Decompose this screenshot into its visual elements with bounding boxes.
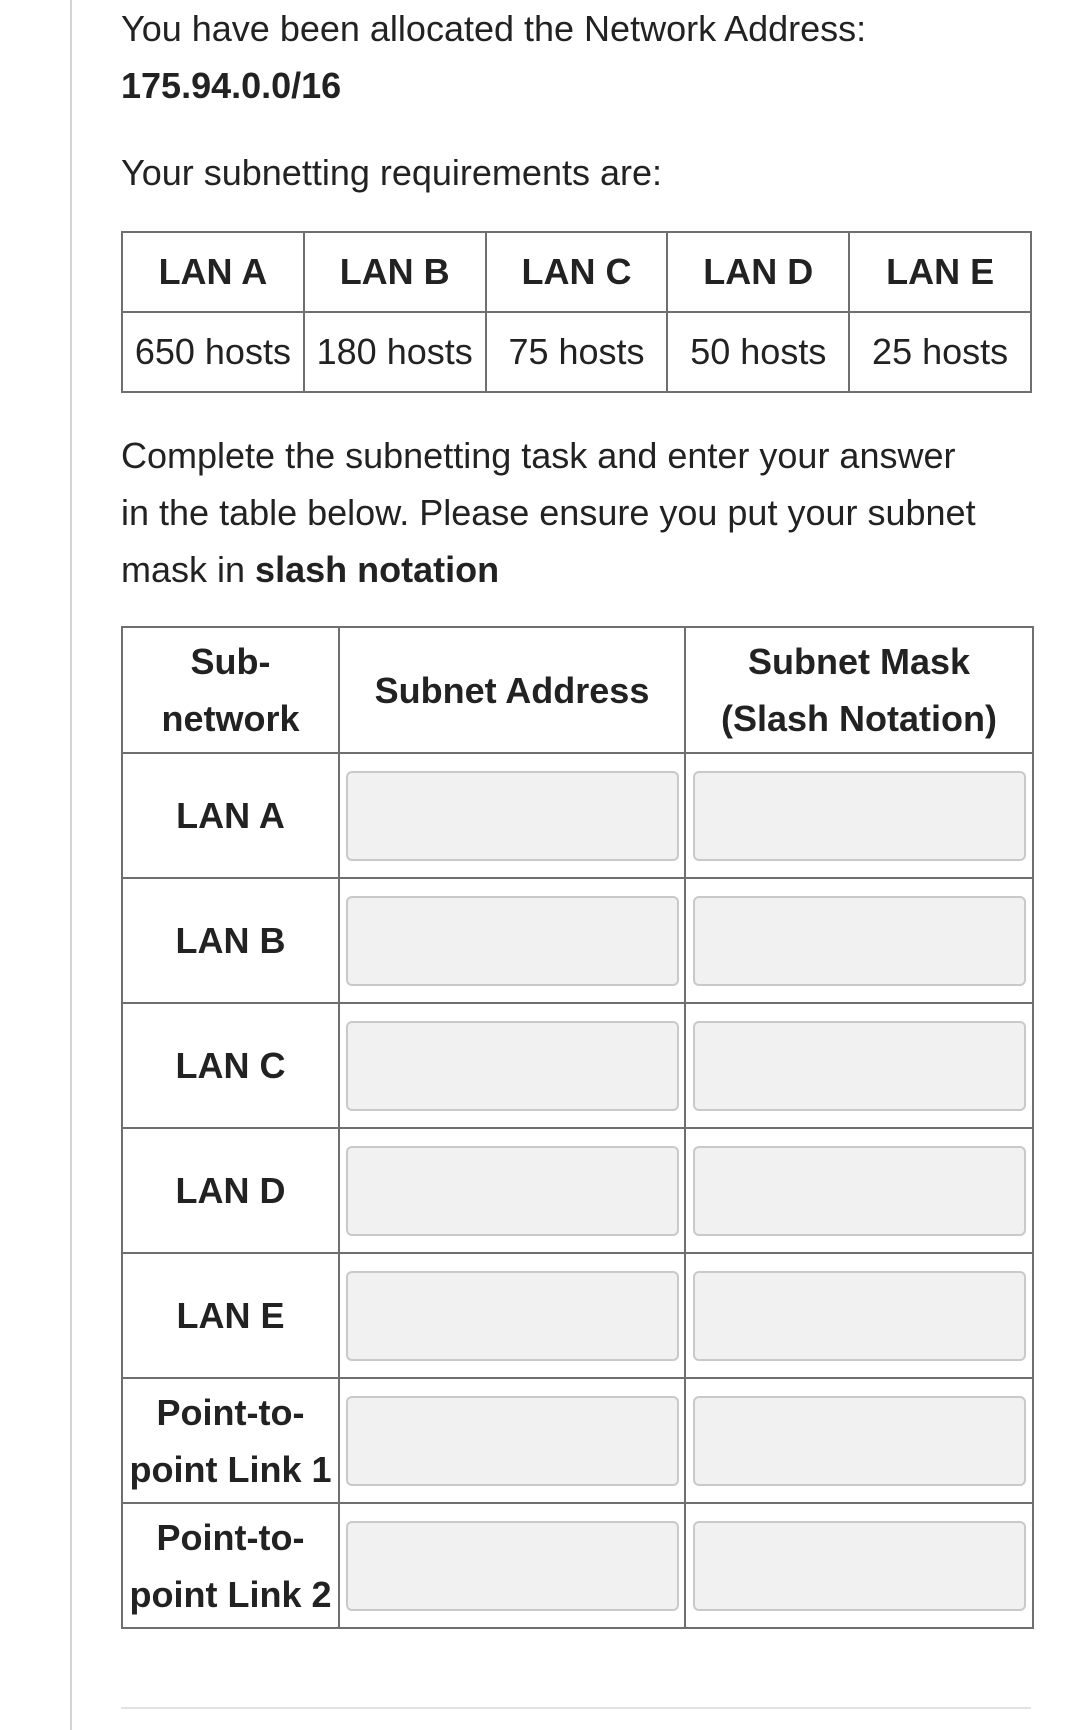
network-address: 175.94.0.0/16 xyxy=(121,65,342,106)
subnet-mask-input-lan-e[interactable] xyxy=(693,1271,1026,1361)
hosts-lan-e: 25 hosts xyxy=(849,312,1031,392)
instructions-line-2: in the table below. Please ensure you put your subnet xyxy=(121,492,976,533)
hosts-lan-a: 650 hosts xyxy=(122,312,304,392)
row-label-line-2: point Link 1 xyxy=(129,1448,332,1490)
answer-row-lan-b xyxy=(122,878,1033,1003)
subnet-mask-input-lan-a[interactable] xyxy=(693,771,1026,861)
row-label-line-1: LAN A xyxy=(176,795,285,836)
left-border-rule xyxy=(70,0,72,1730)
subnet-mask-input-lan-c[interactable] xyxy=(693,1021,1026,1111)
answer-row-p2p-link-2 xyxy=(122,1503,1033,1628)
hosts-lan-c: 75 hosts xyxy=(486,312,668,392)
instructions-line-3-prefix: mask in xyxy=(121,549,256,590)
mask-cell xyxy=(685,1253,1033,1378)
header-subnet-mask-line-1: Subnet Mask xyxy=(747,641,971,682)
header-subnetwork xyxy=(122,627,339,753)
mask-cell xyxy=(685,878,1033,1003)
requirements-header-lan-b: LAN B xyxy=(304,232,486,312)
row-label-line-2: point Link 2 xyxy=(129,1573,332,1615)
answer-row-lan-d xyxy=(122,1128,1033,1253)
header-subnetwork-line-1: Sub- xyxy=(190,641,271,682)
row-label xyxy=(122,1128,339,1253)
requirements-header-lan-c: LAN C xyxy=(486,232,668,312)
subnet-address-input-p2p-link-2[interactable] xyxy=(346,1521,679,1611)
subnet-mask-input-lan-b[interactable] xyxy=(693,896,1026,986)
subnet-address-input-p2p-link-1[interactable] xyxy=(346,1396,679,1486)
row-label-line-1: LAN E xyxy=(176,1295,285,1336)
row-label xyxy=(122,1503,339,1628)
allocated-text: You have been allocated the Network Address: xyxy=(121,8,867,49)
address-cell xyxy=(339,1003,685,1128)
header-subnet-mask xyxy=(685,627,1033,753)
answer-row-lan-c xyxy=(122,1003,1033,1128)
bottom-divider xyxy=(121,1707,1031,1709)
row-label-line-1: LAN D xyxy=(175,1170,286,1211)
row-label xyxy=(122,1003,339,1128)
subnet-address-input-lan-c[interactable] xyxy=(346,1021,679,1111)
subnet-address-input-lan-e[interactable] xyxy=(346,1271,679,1361)
row-label-line-1: LAN C xyxy=(175,1045,286,1086)
hosts-lan-d: 50 hosts xyxy=(667,312,849,392)
address-cell xyxy=(339,753,685,878)
address-cell xyxy=(339,1503,685,1628)
header-subnetwork-line-2: network xyxy=(161,698,300,739)
subnet-mask-input-lan-d[interactable] xyxy=(693,1146,1026,1236)
mask-cell xyxy=(685,753,1033,878)
address-cell xyxy=(339,1128,685,1253)
requirements-header-lan-d: LAN D xyxy=(667,232,849,312)
requirements-hosts-row xyxy=(122,312,1031,392)
row-label-line-1: LAN B xyxy=(175,920,286,961)
answer-row-lan-e xyxy=(122,1253,1033,1378)
question-content xyxy=(121,0,1031,1629)
answer-row-lan-a xyxy=(122,753,1033,878)
requirements-text: Your subnetting requirements are: xyxy=(121,152,663,193)
address-cell xyxy=(339,1253,685,1378)
subnet-mask-input-p2p-link-2[interactable] xyxy=(693,1521,1026,1611)
row-label xyxy=(122,1378,339,1503)
instructions-line-3 xyxy=(121,541,1031,598)
subnet-address-input-lan-d[interactable] xyxy=(346,1146,679,1236)
instructions-line-1: Complete the subnetting task and enter your answer xyxy=(121,435,956,476)
header-subnet-address: Subnet Address xyxy=(339,627,685,753)
row-label-line-1: Point-to- xyxy=(156,1516,305,1558)
mask-cell xyxy=(685,1128,1033,1253)
row-label xyxy=(122,1253,339,1378)
slash-notation-emphasis: slash notation xyxy=(255,549,500,590)
row-label xyxy=(122,753,339,878)
row-label-line-1: Point-to- xyxy=(156,1391,305,1433)
requirements-header-lan-a: LAN A xyxy=(122,232,304,312)
answer-header-row xyxy=(122,627,1033,753)
header-subnet-mask-line-2: (Slash Notation) xyxy=(721,698,997,739)
subnet-mask-input-p2p-link-1[interactable] xyxy=(693,1396,1026,1486)
answer-row-p2p-link-1 xyxy=(122,1378,1033,1503)
mask-cell xyxy=(685,1503,1033,1628)
mask-cell xyxy=(685,1003,1033,1128)
subnet-address-input-lan-a[interactable] xyxy=(346,771,679,861)
address-cell xyxy=(339,878,685,1003)
mask-cell xyxy=(685,1378,1033,1503)
requirements-table xyxy=(121,231,1032,393)
subnet-address-input-lan-b[interactable] xyxy=(346,896,679,986)
address-cell xyxy=(339,1378,685,1503)
requirements-header-row xyxy=(122,232,1031,312)
hosts-lan-b: 180 hosts xyxy=(304,312,486,392)
requirements-header-lan-e: LAN E xyxy=(849,232,1031,312)
answer-table xyxy=(121,626,1034,1629)
row-label xyxy=(122,878,339,1003)
